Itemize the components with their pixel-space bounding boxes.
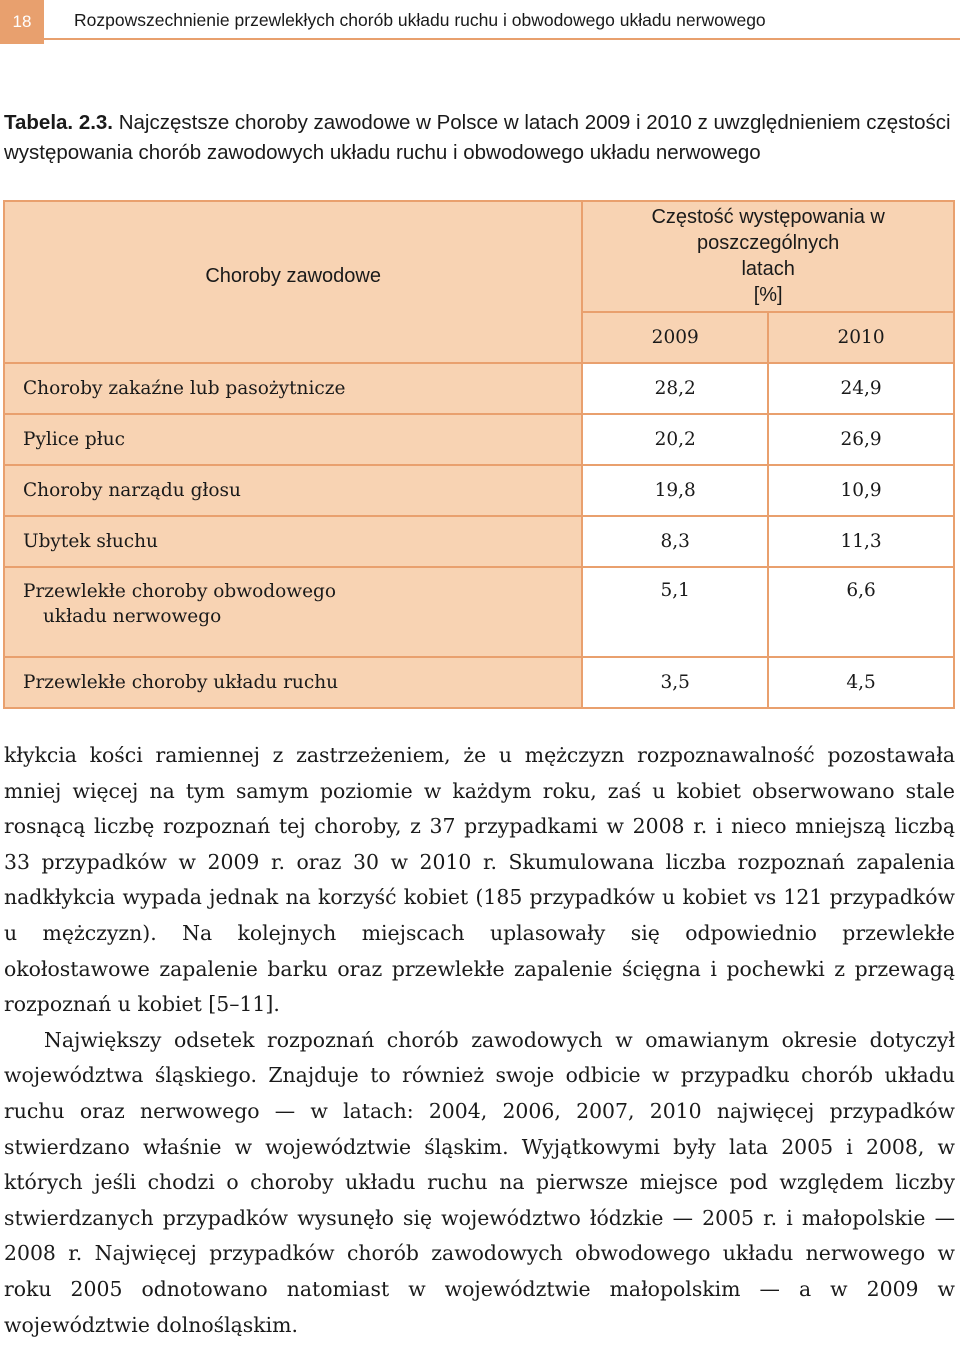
diseases-table [3,200,955,709]
value-2009: 19,8 [582,465,768,516]
body-text [4,738,955,1343]
disease-name: Pylice płuc [4,414,582,465]
value-2010: 11,3 [768,516,954,567]
table-row [4,363,954,414]
disease-name [4,567,582,657]
value-2010: 24,9 [768,363,954,414]
value-2009: 8,3 [582,516,768,567]
table-row [4,414,954,465]
value-2009: 20,2 [582,414,768,465]
header-frequency-line2: latach [741,258,795,281]
paragraph: kłykcia kości ramiennej z zastrzeżeniem, że u mężczyzn rozpoznawalność pozostawała mniej więcej na tym samym poziomie w każdym roku, zaś u kobiet obserwowano stale rosnącą liczbę rozpoznań tej choroby, z 37 przypadkami w 2008 r. i nieco mniejszą liczbą 33 przypadków w 2009 r. oraz 30 w 2010 r. Skumulowana liczba rozpoznań zapalenia nadkłykcia wypada jednak na korzyść kobiet (185 przypadków u kobiet vs 121 przypadków u mężczyzn). Na kolejnych miejscach uplasowały się odpowiednio przewlekłe okołostawowe zapalenie barku oraz przewlekłe zapalenie ścięgna i pochewki z przewagą rozpoznań u kobiet [5–11]. [4,743,955,1017]
value-2009: 28,2 [582,363,768,414]
table-row [4,567,954,657]
disease-name: Ubytek słuchu [4,516,582,567]
disease-name-line2: układu nerwowego [43,606,222,627]
page-number: 18 [0,0,44,44]
disease-name: Choroby zakaźne lub pasożytnicze [4,363,582,414]
table-row [4,516,954,567]
value-2010: 10,9 [768,465,954,516]
running-title: Rozpowszechnienie przewlekłych chorób układu ruchu i obwodowego układu nerwowego [74,10,766,30]
page-header [0,0,960,44]
header-frequency-unit: [%] [753,284,783,307]
header-frequency-line1: Częstość występowania w poszczególnych [651,206,885,255]
header-diseases: Choroby zawodowe [4,201,582,363]
value-2010: 4,5 [768,657,954,708]
disease-name: Choroby narządu głosu [4,465,582,516]
value-2010: 6,6 [768,567,954,657]
value-2009: 5,1 [582,567,768,657]
disease-name: Przewlekłe choroby układu ruchu [4,657,582,708]
disease-name-line1: Przewlekłe choroby obwodowego [23,581,336,602]
caption-label: Tabela. 2.3. [4,111,114,134]
header-frequency [582,201,954,312]
value-2010: 26,9 [768,414,954,465]
table-row [4,465,954,516]
paragraph: Największy odsetek rozpoznań chorób zawodowych w omawianym okresie dotyczył województwa śląskiego. Znajduje to również swoje odbicie w przypadku chorób układu ruchu oraz nerwowego — w latach: 2004, 2006, 2007, 2010 najwięcej przypadków stwierdzano właśnie w województwie śląskim. Wyjątkowymi były lata 2005 i 2008, w których jeśli chodzi o choroby układu ruchu na pierwsze miejsce pod względem liczby stwierdzanych przypadków wysunęło się województwo łódzkie — 2005 r. i małopolskie — 2008 r. Najwięcej przypadków chorób zawodowych obwodowego układu nerwowego w roku 2005 odnotowano natomiast w województwie małopolskim — a w 2009 w województwie dolnośląskim. [4,1027,955,1337]
caption-text: Najczęstsze choroby zawodowe w Polsce w latach 2009 i 2010 z uwzględnieniem częstości występowania chorób zawodowych układu ruchu i obwodowego układu nerwowego [4,111,951,164]
header-year-2009: 2009 [582,312,768,363]
header-rule [44,38,960,40]
value-2009: 3,5 [582,657,768,708]
table-row [4,657,954,708]
table-caption [4,108,954,167]
header-year-2010: 2010 [768,312,954,363]
